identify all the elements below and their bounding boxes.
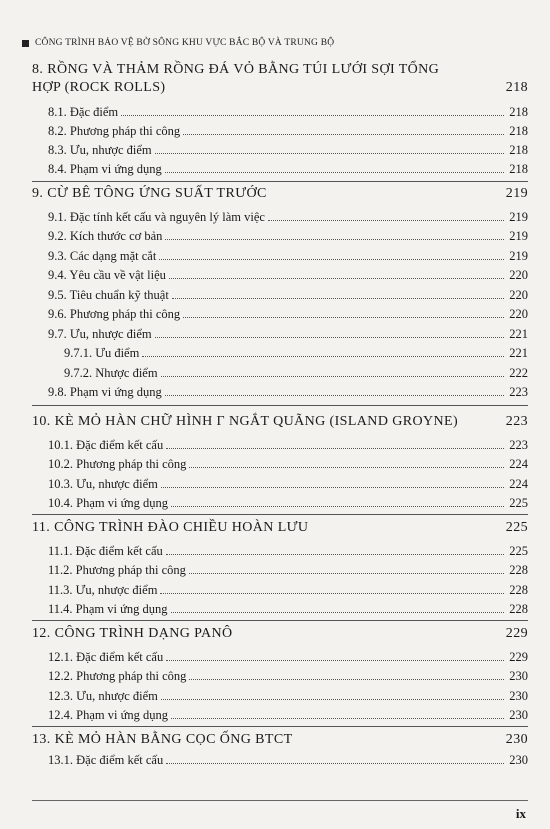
footer-divider (32, 800, 528, 801)
toc-entry[interactable] (48, 229, 528, 244)
toc-entry[interactable] (64, 346, 528, 361)
toc-entry-text: 11.2. Phương pháp thi công (48, 563, 186, 577)
leader-dots (268, 220, 504, 221)
toc-page-number: 218 (509, 124, 528, 138)
toc-page-number: 218 (505, 80, 528, 95)
toc-page-number: 225 (509, 496, 528, 510)
toc-entry[interactable] (48, 438, 528, 453)
toc-entry[interactable] (48, 477, 528, 492)
page-number: ix (515, 806, 526, 821)
toc-entry[interactable] (48, 708, 528, 723)
leader-dots (166, 660, 504, 661)
toc-entry[interactable] (48, 602, 528, 617)
toc-entry-text: 10.2. Phương pháp thi công (48, 457, 187, 471)
toc-chapter[interactable] (32, 520, 528, 536)
leader-dots (159, 259, 504, 260)
leader-dots (142, 356, 504, 357)
leader-dots (171, 718, 504, 719)
toc-entry[interactable] (48, 249, 528, 264)
toc-entry-text: HỢP (ROCK ROLLS) (32, 80, 166, 95)
toc-entry-text: 9. CỪ BÊ TÔNG ỨNG SUẤT TRƯỚC (32, 186, 267, 201)
toc-chapter-title: 8. RỒNG VÀ THẢM RỒNG ĐÁ VỎ BẰNG TÚI LƯỚI SỢI TỔNG (32, 62, 440, 77)
toc-entry-text: 8.1. Đặc điểm (48, 105, 119, 119)
section-divider (32, 620, 528, 621)
toc-page-number: 224 (509, 477, 528, 491)
leader-dots (161, 699, 504, 700)
toc-page-number: 224 (509, 457, 528, 471)
toc-entry-text: 13.1. Đặc điểm kết cấu (48, 753, 164, 767)
toc-page-number: 223 (509, 438, 528, 452)
toc-entry-text: 8.2. Phương pháp thi công (48, 124, 181, 138)
toc-page-number: 223 (505, 414, 528, 429)
toc-entry-text: 9.7. Ưu, nhược điểm (48, 327, 152, 341)
toc-entry-text: 9.3. Các dạng mặt cắt (48, 249, 157, 263)
toc-entry-text: 11.1. Đặc điểm kết cấu (48, 544, 163, 558)
toc-page-number: 220 (509, 268, 528, 282)
toc-entry-text: 9.5. Tiêu chuẩn kỹ thuật (48, 288, 169, 302)
leader-dots (189, 679, 504, 680)
toc-entry[interactable] (48, 124, 528, 139)
toc-page-number: 220 (509, 307, 528, 321)
leader-dots (172, 298, 504, 299)
toc-entry-text: 11.3. Ưu, nhược điểm (48, 583, 158, 597)
toc-entry[interactable] (48, 753, 528, 768)
leader-dots (161, 487, 504, 488)
toc-page-number: 228 (509, 583, 528, 597)
toc-entry[interactable] (48, 385, 528, 400)
section-divider (32, 514, 528, 515)
header-bullet-icon (22, 40, 29, 47)
leader-dots (189, 467, 504, 468)
toc-entry-text: 9.7.2. Nhược điểm (64, 366, 158, 380)
toc-entry-text: 9.4. Yêu cầu về vật liệu (48, 268, 166, 282)
toc-entry[interactable] (48, 327, 528, 342)
toc-entry-text: 13. KÈ MỎ HÀN BẰNG CỌC ỐNG BTCT (32, 732, 293, 747)
toc-page-number: 221 (509, 327, 528, 341)
toc-entry[interactable] (48, 544, 528, 559)
running-header (22, 38, 334, 48)
section-divider (32, 181, 528, 182)
toc-page-number: 229 (509, 650, 528, 664)
section-divider (32, 405, 528, 406)
toc-page-number: 230 (509, 753, 528, 767)
toc-page-number: 219 (509, 249, 528, 263)
toc-page-number: 219 (505, 186, 528, 201)
toc-entry[interactable] (48, 457, 528, 472)
header-title: CÔNG TRÌNH BẢO VỆ BỜ SÔNG KHU VỰC BẮC BỘ VÀ TRUNG BỘ (35, 38, 335, 48)
toc-entry-text: 12.3. Ưu, nhược điểm (48, 689, 158, 703)
toc-entry[interactable] (48, 307, 528, 322)
toc-entry-text: 10.4. Phạm vi ứng dụng (48, 496, 168, 510)
toc-entry-text: 9.6. Phương pháp thi công (48, 307, 181, 321)
toc-entry[interactable] (64, 366, 528, 381)
toc-entry-text: 9.2. Kích thước cơ bản (48, 229, 163, 243)
leader-dots (183, 134, 504, 135)
toc-entry-text: 9.8. Phạm vi ứng dụng (48, 385, 162, 399)
leader-dots (166, 763, 504, 764)
leader-dots (165, 395, 505, 396)
section-divider (32, 726, 528, 727)
toc-entry-text: 11.4. Phạm vi ứng dụng (48, 602, 168, 616)
toc-entry[interactable] (48, 210, 528, 225)
toc-entry[interactable] (48, 689, 528, 704)
leader-dots (155, 337, 505, 338)
leader-dots (171, 506, 504, 507)
toc-chapter[interactable] (32, 626, 528, 642)
toc-entry-text: 12.1. Đặc điểm kết cấu (48, 650, 164, 664)
toc-page-number: 221 (509, 346, 528, 360)
toc-entry[interactable] (48, 563, 528, 578)
toc-page-number: 230 (509, 689, 528, 703)
toc-entry-text: 12.4. Phạm vi ứng dụng (48, 708, 168, 722)
toc-entry[interactable] (48, 143, 528, 158)
toc-chapter[interactable] (32, 80, 528, 96)
toc-page-number: 223 (509, 385, 528, 399)
leader-dots (121, 115, 504, 116)
toc-page-number: 230 (509, 669, 528, 683)
toc-entry[interactable] (48, 288, 528, 303)
toc-page-number: 225 (509, 544, 528, 558)
toc-entry-text: 12.2. Phương pháp thi công (48, 669, 187, 683)
toc-entry-text: 11. CÔNG TRÌNH ĐÀO CHIỀU HOÀN LƯU (32, 520, 309, 535)
toc-entry-text: 10.3. Ưu, nhược điểm (48, 477, 158, 491)
toc-page-number: 218 (509, 105, 528, 119)
leader-dots (165, 239, 504, 240)
toc-page-number: 222 (509, 366, 528, 380)
toc-entry-text: 8.3. Ưu, nhược điểm (48, 143, 152, 157)
toc-entry-text: 9.1. Đặc tính kết cấu và nguyên lý làm việc (48, 210, 265, 224)
leader-dots (169, 278, 504, 279)
toc-page-number: 229 (505, 626, 528, 641)
leader-dots (189, 573, 504, 574)
toc-chapter[interactable] (32, 732, 528, 748)
toc-page-number: 225 (505, 520, 528, 535)
toc-page-number: 219 (509, 210, 528, 224)
leader-dots (183, 317, 504, 318)
toc-entry[interactable] (48, 669, 528, 684)
toc-entry-text: 10. KÈ MỎ HÀN CHỮ HÌNH Γ NGẮT QUÃNG (ISLAND GROYNE) (32, 414, 459, 429)
toc-entry-text: 12. CÔNG TRÌNH DẠNG PANÔ (32, 626, 233, 641)
toc-chapter[interactable] (32, 414, 528, 430)
leader-dots (166, 448, 504, 449)
toc-entry-text: 9.7.1. Ưu điểm (64, 346, 140, 360)
leader-dots (161, 376, 505, 377)
toc-page-number: 220 (509, 288, 528, 302)
toc-entry[interactable] (48, 268, 528, 283)
leader-dots (155, 153, 505, 154)
toc-chapter[interactable] (32, 186, 528, 202)
toc-entry-text: 10.1. Đặc điểm kết cấu (48, 438, 164, 452)
toc-page-number: 218 (509, 162, 528, 176)
leader-dots (166, 554, 504, 555)
toc-entry[interactable] (48, 162, 528, 177)
toc-entry-text: 8.4. Phạm vi ứng dụng (48, 162, 162, 176)
toc-page-number: 218 (509, 143, 528, 157)
toc-page-number: 230 (505, 732, 528, 747)
toc-page-number: 219 (509, 229, 528, 243)
toc-entry[interactable] (48, 650, 528, 665)
toc-page-number: 230 (509, 708, 528, 722)
toc-page-number: 228 (509, 602, 528, 616)
toc-entry[interactable] (48, 496, 528, 511)
toc-entry[interactable] (48, 583, 528, 598)
toc-page-number: 228 (509, 563, 528, 577)
leader-dots (160, 593, 504, 594)
leader-dots (171, 612, 505, 613)
toc-entry[interactable] (48, 105, 528, 120)
leader-dots (165, 172, 505, 173)
